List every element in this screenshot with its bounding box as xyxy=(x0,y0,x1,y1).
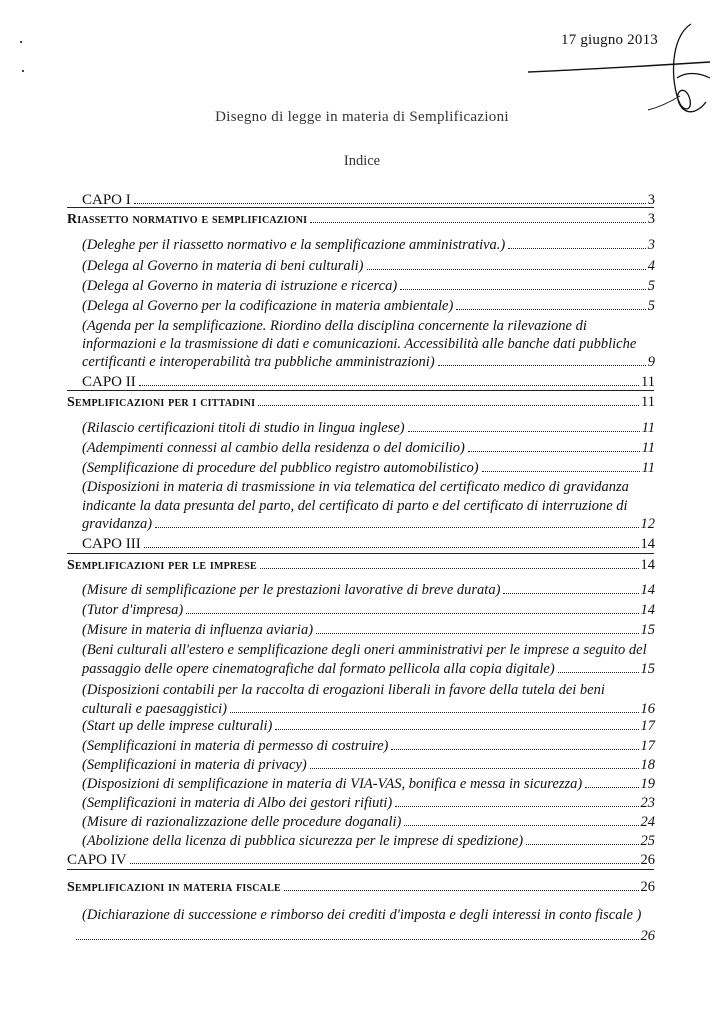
toc-entry-text: (Tutor d'impresa) xyxy=(82,602,184,618)
toc-leader-dots xyxy=(275,729,638,730)
toc-entry[interactable] xyxy=(0,420,724,437)
toc-entry-text: (Semplificazioni in materia di privacy) xyxy=(82,757,307,773)
toc-leader-dots xyxy=(310,768,639,769)
toc-entry-text: (Disposizioni di semplificazione in materia di VIA-VAS, bonifica e messa in sicurezza) xyxy=(82,776,583,792)
toc-page-number: 23 xyxy=(640,795,655,811)
toc-entry[interactable] xyxy=(0,757,724,774)
toc-capo-label: CAPO II xyxy=(82,374,136,390)
toc-entry[interactable] xyxy=(0,440,724,457)
toc-entry-line: (Disposizioni in materia di trasmissione in via telematica del certificato medico di gravidanza xyxy=(82,479,629,495)
toc-page-number: 11 xyxy=(641,420,655,436)
section-divider xyxy=(67,553,654,554)
toc-entry-line: informazioni e la trasmissione di dati e comunicazioni. Accessibilità alle banche dati pubbliche xyxy=(82,336,637,352)
toc-page-number: 12 xyxy=(640,516,655,532)
toc-capo-label: CAPO III xyxy=(82,536,141,552)
toc-entry-line: culturali e paesaggistici) xyxy=(82,701,227,717)
toc-entry-text: (Deleghe per il riassetto normativo e la semplificazione amministrativa.) xyxy=(82,237,506,253)
toc-page-number: 5 xyxy=(647,278,655,294)
toc-leader-dots xyxy=(391,749,638,750)
toc-entry-line: gravidanza) xyxy=(82,516,153,532)
toc-entry-line: (Disposizioni contabili per la raccolta di erogazioni liberali in favore della tutela dei beni xyxy=(82,682,605,698)
toc-entry[interactable] xyxy=(0,681,724,719)
toc-leader-dots xyxy=(408,431,640,432)
toc-entry-text: (Misure in materia di influenza aviaria) xyxy=(82,622,314,638)
toc-leader-dots xyxy=(130,863,639,864)
toc-entry[interactable] xyxy=(0,278,724,295)
toc-section-row[interactable] xyxy=(0,394,724,411)
toc-entry-line: passaggio delle opere cinematografiche dal formato pellicola alla copia digitale) xyxy=(82,661,555,677)
toc-entry-text: (Semplificazione di procedure del pubblico registro automobilistico) xyxy=(82,460,479,476)
toc-page-number: 17 xyxy=(640,738,655,754)
toc-page-number: 26 xyxy=(640,928,655,944)
toc-page-number: 14 xyxy=(640,602,655,618)
toc-page-number: 11 xyxy=(641,440,655,456)
toc-page-number: 9 xyxy=(647,354,655,370)
toc-section-label: Semplificazioni per i cittadini xyxy=(67,395,256,410)
toc-page-number: 11 xyxy=(641,374,655,390)
toc-leader-dots xyxy=(558,672,639,673)
toc-entry-text: (Start up delle imprese culturali) xyxy=(82,718,273,734)
toc-capo-row[interactable] xyxy=(0,852,724,869)
toc-page-number: 14 xyxy=(640,582,655,598)
scan-speck xyxy=(22,70,24,72)
toc-leader-dots xyxy=(230,712,639,713)
toc-entry-text: (Adempimenti connessi al cambio della residenza o del domicilio) xyxy=(82,440,465,456)
toc-page-number: 25 xyxy=(640,833,655,849)
toc-entry[interactable] xyxy=(0,602,724,619)
toc-entry-text: (Semplificazioni in materia di permesso di costruire) xyxy=(82,738,389,754)
toc-leader-dots xyxy=(503,593,638,594)
toc-page-number: 15 xyxy=(640,661,655,677)
section-divider xyxy=(67,869,654,870)
toc-entry[interactable] xyxy=(0,582,724,599)
toc-leader-dots xyxy=(526,844,638,845)
toc-page-number: 16 xyxy=(640,701,655,717)
toc-entry[interactable] xyxy=(0,298,724,315)
document-date: 17 giugno 2013 xyxy=(561,32,658,48)
toc-capo-label: CAPO I xyxy=(82,192,131,208)
toc-entry[interactable] xyxy=(0,833,724,850)
toc-entry[interactable] xyxy=(0,795,724,812)
scan-speck xyxy=(20,41,22,43)
toc-page-number: 14 xyxy=(640,536,655,552)
toc-section-label: Semplificazioni per le imprese xyxy=(67,558,257,573)
toc-page-number: 15 xyxy=(640,622,655,638)
toc-section-row[interactable] xyxy=(0,211,724,228)
toc-page-number: 26 xyxy=(640,879,655,895)
toc-page-number: 17 xyxy=(640,718,655,734)
toc-leader-dots xyxy=(482,471,640,472)
toc-entry-text: (Delega al Governo per la codificazione in materia ambientale) xyxy=(82,298,454,314)
toc-leader-dots xyxy=(310,222,645,223)
toc-entry[interactable] xyxy=(0,460,724,477)
toc-leader-dots xyxy=(186,613,638,614)
toc-page-number: 11 xyxy=(641,394,655,410)
section-divider xyxy=(67,390,654,391)
handwritten-signature xyxy=(520,12,720,122)
toc-page-number: 3 xyxy=(647,237,655,253)
toc-page-number: 3 xyxy=(647,211,655,227)
toc-section-row[interactable] xyxy=(0,557,724,574)
toc-leader-dots xyxy=(76,939,639,940)
toc-page-number: 18 xyxy=(640,757,655,773)
toc-page-number: 19 xyxy=(640,776,655,792)
toc-capo-row[interactable] xyxy=(0,374,724,391)
toc-page-number: 5 xyxy=(647,298,655,314)
toc-entry-line: (Agenda per la semplificazione. Riordino della disciplina concernente la rilevazione di xyxy=(82,318,587,334)
toc-entry[interactable] xyxy=(0,718,724,735)
toc-leader-dots xyxy=(258,405,639,406)
toc-entry-line: certificanti e interoperabilità tra pubbliche amministrazioni) xyxy=(82,354,435,370)
toc-entry-line: (Dichiarazione di successione e rimborso dei crediti d'imposta e degli interessi in conto fiscale ) xyxy=(82,907,642,923)
toc-leader-dots xyxy=(404,825,638,826)
toc-capo-label: CAPO IV xyxy=(67,852,127,868)
toc-page-number: 11 xyxy=(641,460,655,476)
toc-entry-text: (Delega al Governo in materia di istruzione e ricerca) xyxy=(82,278,398,294)
toc-page-number: 26 xyxy=(640,852,655,868)
toc-leader-dots xyxy=(395,806,638,807)
toc-capo-row[interactable] xyxy=(0,536,724,553)
toc-entry[interactable] xyxy=(0,622,724,639)
toc-entry-text: (Rilascio certificazioni titoli di studio in lingua inglese) xyxy=(82,420,405,436)
toc-entry[interactable] xyxy=(0,237,724,254)
toc-entry-line: indicante la data presunta del parto, del certificato di parto e del certificato di interruzione di xyxy=(82,497,628,514)
toc-section-row[interactable] xyxy=(0,879,724,896)
toc-page-number: 3 xyxy=(647,192,655,208)
toc-leader-dots xyxy=(316,633,638,634)
toc-leader-dots xyxy=(508,248,645,249)
toc-entry[interactable] xyxy=(0,258,724,275)
toc-entry-text: (Misure di razionalizzazione delle procedure doganali) xyxy=(82,814,402,830)
toc-entry[interactable] xyxy=(0,776,724,793)
toc-leader-dots xyxy=(456,309,645,310)
toc-entry-text: (Semplificazioni in materia di Albo dei gestori rifiuti) xyxy=(82,795,393,811)
toc-entry-line: (Beni culturali all'estero e semplificazione degli oneri amministrativi per le imprese a seguito del xyxy=(82,642,647,658)
index-heading: Indice xyxy=(343,153,381,169)
toc-leader-dots xyxy=(400,289,646,290)
toc-page-number: 24 xyxy=(640,814,655,830)
toc-entry[interactable] xyxy=(0,738,724,755)
document-title: Disegno di legge in materia di Semplificazioni xyxy=(215,109,509,125)
toc-section-label: Semplificazioni in materia fiscale xyxy=(67,880,281,895)
toc-leader-dots xyxy=(585,787,638,788)
toc-entry[interactable] xyxy=(0,317,724,371)
toc-leader-dots xyxy=(468,451,640,452)
section-divider xyxy=(67,207,654,208)
toc-leader-dots xyxy=(260,568,639,569)
toc-leader-dots xyxy=(284,890,639,891)
toc-entry[interactable] xyxy=(0,814,724,831)
toc-section-label: Riassetto normativo e semplificazioni xyxy=(67,212,308,227)
toc-page-number: 4 xyxy=(647,258,655,274)
toc-leader-dots xyxy=(144,547,639,548)
toc-entry-text: (Abolizione della licenza di pubblica sicurezza per le imprese di spedizione) xyxy=(82,833,524,849)
toc-entry[interactable] xyxy=(0,641,724,679)
toc-entry[interactable] xyxy=(0,478,724,534)
toc-entry[interactable] xyxy=(0,905,724,947)
toc-leader-dots xyxy=(438,365,646,366)
toc-leader-dots xyxy=(155,527,638,528)
toc-entry-text: (Misure di semplificazione per le prestazioni lavorative di breve durata) xyxy=(82,582,501,598)
toc-leader-dots xyxy=(139,385,639,386)
toc-page-number: 14 xyxy=(640,557,655,573)
toc-leader-dots xyxy=(134,203,646,204)
toc-entry-text: (Delega al Governo in materia di beni culturali) xyxy=(82,258,364,274)
toc-leader-dots xyxy=(367,269,646,270)
